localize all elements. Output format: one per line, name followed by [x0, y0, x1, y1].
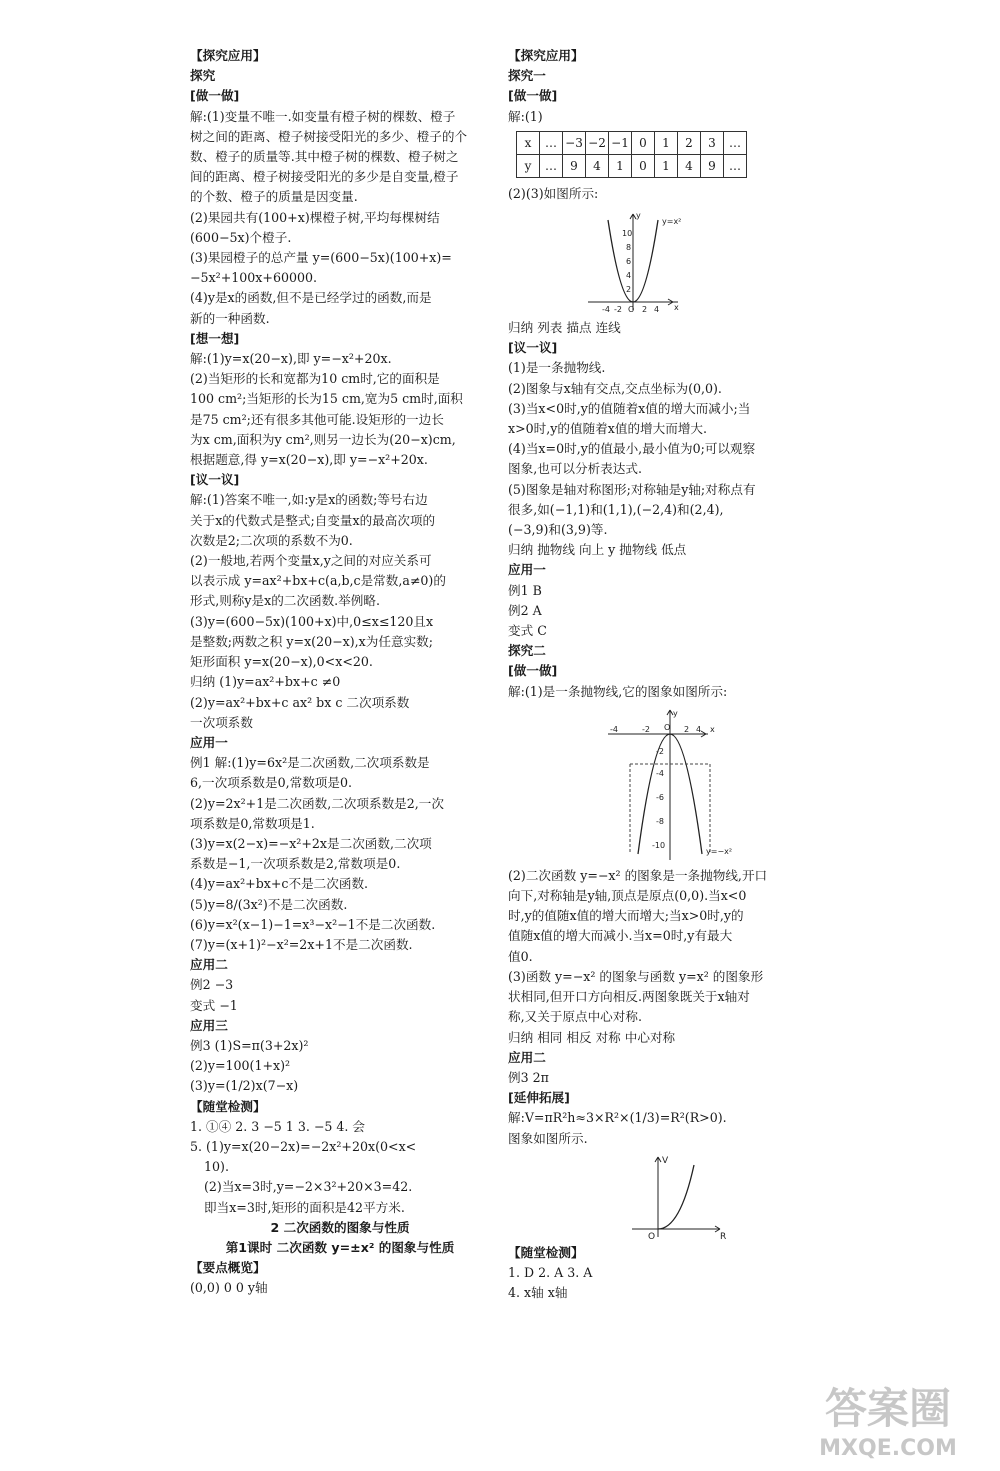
text-line: (3)y=(1/2)x(7−x)	[190, 1078, 299, 1094]
text-line: (6)y=x²(x−1)−1=x³−x²−1不是二次函数.	[190, 916, 436, 932]
text-line: 图象如图所示.	[508, 1130, 588, 1146]
text-line: (1)是一条抛物线.	[508, 360, 606, 376]
section-heading: [做一做]	[190, 88, 240, 104]
text-line: (3)y=(600−5x)(100+x)中,0≤x≤120且x	[190, 613, 434, 629]
table-row	[517, 131, 747, 154]
text-line: (2)当矩形的长和宽都为10 cm时,它的面积是	[190, 371, 440, 387]
text-line: (7)y=(x+1)²−x²=2x+1不是二次函数.	[190, 936, 413, 952]
section-heading: 探究二	[508, 643, 546, 659]
text-line: (3)当x<0时,y的值随着x值的增大而减小;当	[508, 400, 751, 416]
table-cell: −3	[563, 131, 586, 154]
table-cell: 4	[678, 154, 701, 177]
text-line: 为x cm,面积为y cm²,则另一边长为(20−x)cm,	[190, 431, 456, 447]
text-line: (3)y=x(2−x)=−x²+2x是二次函数,二次项	[190, 835, 432, 851]
text-line: 变式 −1	[190, 997, 238, 1013]
text-line: 例3 (1)S=π(3+2x)²	[190, 1037, 309, 1053]
section-heading: 应用一	[508, 562, 546, 578]
text-line: (2)当x=3时,y=−2×3²+20×3=42.	[204, 1179, 413, 1195]
left-column	[190, 46, 490, 1299]
tick-label: O	[628, 305, 635, 315]
text-line: (2)一般地,若两个变量x,y之间的对应关系可	[190, 553, 432, 569]
text-line: 称,又关于原点中心对称.	[508, 1009, 642, 1025]
text-line: 矩形面积 y=x(20−x),0<x<20.	[190, 654, 373, 670]
right-column	[508, 46, 808, 1303]
table-cell: 1	[655, 131, 678, 154]
section-heading: 2 二次函数的图象与性质	[270, 1219, 410, 1235]
text-line: 项系数是0,常数项是1.	[190, 815, 315, 831]
table-cell: …	[724, 154, 747, 177]
text-line: (−3,9)和(3,9)等.	[508, 522, 608, 538]
text-line: 图象,也可以分析表达式.	[508, 461, 642, 477]
tick-label: 4	[626, 271, 632, 281]
section-heading: 应用二	[190, 957, 228, 973]
tick-label: 4	[654, 305, 660, 315]
table-cell: 1	[609, 154, 632, 177]
table-cell: …	[724, 131, 747, 154]
text-line: 一次项系数	[190, 714, 253, 730]
text-line: 归纳 (1)y=ax²+bx+c ≠0	[190, 674, 341, 690]
text-line: (5)y=8/(3x²)不是二次函数.	[190, 896, 348, 912]
tick-label: -10	[652, 840, 666, 850]
tick-label: 2	[626, 285, 632, 295]
text-line: 解:(1)答案不唯一,如:y是x的函数;等号右边	[190, 492, 428, 508]
text-line: (2)图象与x轴有交点,交点坐标为(0,0).	[508, 380, 722, 396]
text-line: x>0时,y的值随着x值的增大而增大.	[508, 421, 708, 437]
text-line: 4. x轴 x轴	[508, 1285, 568, 1301]
tick-label: -2	[656, 746, 664, 756]
text-line: 系数是−1,一次项系数是2,常数项是0.	[190, 856, 401, 872]
x-axis-label: x	[710, 724, 715, 734]
text-line: 归纳 列表 描点 连线	[508, 320, 621, 336]
x-axis-label: R	[720, 1231, 727, 1241]
text-line: 5. (1)y=x(20−2x)=−2x²+20x(0<x<	[190, 1138, 417, 1154]
tick-label: 2	[642, 305, 648, 315]
y-axis-label: V	[662, 1155, 669, 1166]
table-cell: 9	[563, 154, 586, 177]
tick-label: -8	[656, 816, 664, 826]
x-axis-label: x	[674, 303, 679, 313]
text-line: 值随x值的增大而减小.当x=0时,y有最大	[508, 928, 733, 944]
text-line: (4)当x=0时,y的值最小,最小值为0;可以观察	[508, 441, 756, 457]
section-heading: 【探究应用】	[190, 48, 266, 63]
tick-label: -4	[610, 724, 618, 734]
section-heading: 【随堂检测】	[508, 1244, 584, 1260]
text-line: (600−5x)个橙子.	[190, 229, 292, 245]
table-header-cell: x	[517, 131, 540, 154]
right-text-block	[508, 1243, 808, 1304]
text-line: 状相同,但开口方向相反.两图象既关于x轴对	[508, 989, 750, 1005]
text-line: 例2 −3	[190, 977, 234, 993]
table-cell: 0	[632, 154, 655, 177]
section-heading: 应用二	[508, 1049, 546, 1065]
watermark-url: MXQE.COM	[819, 1436, 957, 1461]
text-line: (2)(3)如图所示:	[508, 185, 599, 201]
text-line: 例2 A	[508, 602, 542, 618]
text-line: 归纳 相同 相反 对称 中心对称	[508, 1029, 676, 1045]
text-line: 变式 C	[508, 623, 547, 639]
section-heading: 【随堂检测】	[190, 1098, 266, 1114]
section-heading: 【要点概览】	[190, 1260, 266, 1276]
text-line: (5)图象是轴对称图形;对称轴是y轴;对称点有	[508, 481, 756, 497]
text-line: 间的距离、橙子树接受阳光的多少是自变量,橙子	[190, 169, 459, 185]
table-header-cell: y	[517, 154, 540, 177]
tick-label: 10	[622, 229, 633, 239]
section-heading: 应用一	[190, 734, 228, 750]
table-cell: −1	[609, 131, 632, 154]
text-line: 次数是2;二次项的系数不为0.	[190, 532, 353, 548]
text-line: 解:(1)是一条抛物线,它的图象如图所示:	[508, 683, 728, 699]
text-line: 解:V=πR²h≈3×R²×(1/3)=R²(R>0).	[508, 1110, 727, 1126]
section-heading: 第1课时 二次函数 y=±x² 的图象与性质	[225, 1239, 455, 1255]
table-cell: −2	[586, 131, 609, 154]
tick-label: 2	[684, 724, 690, 734]
text-line: (2)二次函数 y=−x² 的图象是一条抛物线,开口	[508, 867, 768, 883]
text-line: (4)y是x的函数,但不是已经学过的函数,而是	[190, 290, 432, 306]
tick-label: -6	[656, 792, 664, 802]
text-line: 例3 2π	[508, 1069, 549, 1085]
tick-label: -4	[602, 305, 610, 315]
text-line: 解:(1)	[508, 108, 543, 124]
text-line: (3)果园橙子的总产量 y=(600−5x)(100+x)=	[190, 250, 452, 266]
right-text-block	[508, 318, 808, 702]
tick-label: 4	[696, 724, 702, 734]
text-line: 关于x的代数式是整式;自变量x的最高次项的	[190, 512, 436, 528]
watermark-logo	[798, 1373, 978, 1463]
right-intro	[508, 46, 808, 127]
curve-label: y=x²	[662, 217, 682, 227]
right-text-block	[508, 866, 808, 1149]
curve-label: y=−x²	[706, 846, 733, 856]
watermark-title: 答案圈	[824, 1384, 952, 1433]
text-line: 是整数;两数之积 y=x(20−x),x为任意实数;	[190, 633, 433, 649]
table-cell: 4	[586, 154, 609, 177]
section-heading: 应用三	[190, 1017, 228, 1033]
text-line: 归纳 抛物线 向上 y 抛物线 低点	[508, 542, 687, 558]
tick-label: -4	[656, 768, 664, 778]
section-heading: [做一做]	[508, 88, 558, 104]
section-heading: 探究	[190, 68, 216, 84]
origin-label: O	[648, 1231, 656, 1241]
text-line: −5x²+100x+60000.	[190, 270, 318, 286]
right-text-block	[508, 184, 808, 204]
text-line: (2)y=ax²+bx+c ax² bx c 二次项系数	[190, 694, 410, 710]
text-line: 例1 B	[508, 582, 542, 598]
table-cell: …	[540, 154, 563, 177]
table-cell: 1	[655, 154, 678, 177]
y-axis-label: y	[636, 211, 641, 221]
text-line: 值0.	[508, 948, 533, 964]
tick-label: O	[664, 722, 671, 732]
text-line: 解:(1)变量不唯一.如变量有橙子树的棵数、橙子	[190, 108, 456, 124]
text-line: 数、橙子的质量等.其中橙子树的棵数、橙子树之	[190, 149, 459, 165]
table-cell: …	[540, 131, 563, 154]
tick-label: 8	[626, 243, 632, 253]
text-line: 树之间的距离、橙子树接受阳光的多少、橙子的个	[190, 128, 468, 144]
table-cell: 0	[632, 131, 655, 154]
section-heading: 【探究应用】	[508, 48, 584, 63]
text-line: 1. D 2. A 3. A	[508, 1264, 593, 1280]
text-line: (3)函数 y=−x² 的图象与函数 y=x² 的图象形	[508, 968, 764, 984]
parabola-up-figure	[508, 206, 808, 316]
text-line: 新的一种函数.	[190, 310, 270, 326]
table-cell: 3	[701, 131, 724, 154]
text-line: 1. ①④ 2. 3 −5 1 3. −5 4. 会	[190, 1118, 366, 1134]
y-axis-label: y	[673, 708, 678, 718]
text-line: 形式,则称y是x的二次函数.举例略.	[190, 593, 380, 609]
section-heading: [议一议]	[190, 472, 240, 488]
tick-label: 6	[626, 257, 632, 267]
text-line: 10).	[204, 1159, 229, 1175]
table-cell: 9	[701, 154, 724, 177]
text-line: 解:(1)y=x(20−x),即 y=−x²+20x.	[190, 351, 392, 367]
text-line: (2)y=100(1+x)²	[190, 1058, 291, 1074]
section-heading: [议一议]	[508, 340, 558, 356]
text-line: 向下,对称轴是y轴,顶点是原点(0,0).当x<0	[508, 888, 747, 904]
text-line: (2)果园共有(100+x)棵橙子树,平均每棵树结	[190, 209, 440, 225]
parabola-down-figure	[508, 704, 808, 864]
text-line: 例1 解:(1)y=6x²是二次函数,二次项系数是	[190, 755, 430, 771]
section-heading: 探究一	[508, 68, 546, 84]
tick-label: -2	[614, 305, 622, 315]
text-line: 6,一次项系数是0,常数项是0.	[190, 775, 352, 791]
volume-curve-figure	[508, 1151, 808, 1241]
table-cell: 2	[678, 131, 701, 154]
text-line: 以表示成 y=ax²+bx+c(a,b,c是常数,a≠0)的	[190, 573, 446, 589]
text-line: (0,0) 0 0 y轴	[190, 1280, 268, 1296]
text-line: 的个数、橙子的质量是因变量.	[190, 189, 358, 205]
section-heading: [想一想]	[190, 330, 240, 346]
tick-label: -2	[642, 724, 650, 734]
text-line: (2)y=2x²+1是二次函数,二次项系数是2,一次	[190, 795, 444, 811]
text-line: 很多,如(−1,1)和(1,1),(−2,4)和(2,4),	[508, 501, 724, 517]
text-line: 即当x=3时,矩形的面积是42平方米.	[204, 1199, 405, 1215]
text-line: (4)y=ax²+bx+c不是二次函数.	[190, 876, 369, 892]
text-line: 时,y的值随x值的增大而增大;当x>0时,y的	[508, 908, 744, 924]
table-row	[517, 154, 747, 177]
text-line: 根据题意,得 y=x(20−x),即 y=−x²+20x.	[190, 452, 428, 468]
value-table	[516, 131, 747, 178]
section-heading: [做一做]	[508, 663, 558, 679]
text-line: 100 cm²;当矩形的长为15 cm,宽为5 cm时,面积	[190, 391, 463, 407]
text-line: 是75 cm²;还有很多其他可能.设矩形的一边长	[190, 411, 444, 427]
section-heading: [延伸拓展]	[508, 1090, 570, 1106]
